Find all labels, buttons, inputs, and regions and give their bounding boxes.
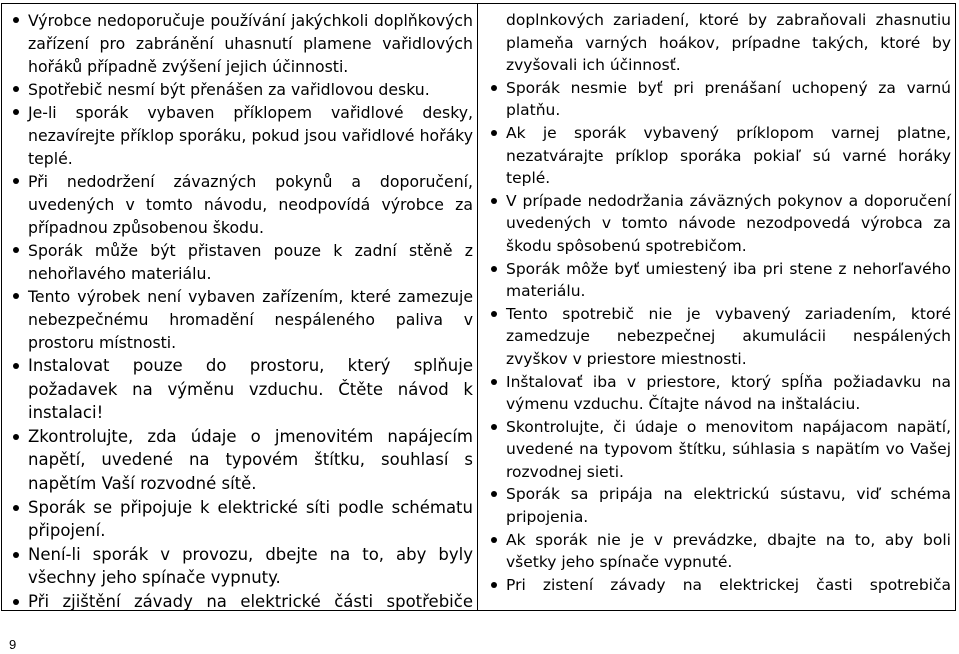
bullet-icon bbox=[491, 379, 497, 385]
item-text: Tento spotrebič nie je vybavený zariadením, ktoré zamedzuje nebezpečnej akumulácii nespálených zvyškov v priestore miestnosti. bbox=[506, 304, 951, 368]
czech-column bbox=[2, 4, 478, 610]
item-text: Tento výrobek není vybaven zařízením, které zamezuje nebezpečnému hromadění nespáleného paliva v prostoru místnosti. bbox=[28, 287, 473, 352]
bullet-icon bbox=[491, 537, 497, 543]
bullet-icon bbox=[13, 86, 19, 92]
list-item bbox=[486, 574, 951, 619]
bullet-icon bbox=[13, 109, 19, 115]
item-text: doplnkových zariadení, ktoré by zabraňovali zhasnutiu plameňa varných hoákov, prípadne takých, ktoré by zvyšovali ich účinnosť. bbox=[506, 11, 951, 75]
item-text: Sporák se připojuje k elektrické síti podle schématu připojení. bbox=[28, 497, 473, 541]
list-item bbox=[486, 77, 951, 122]
item-text: Zkontrolujte, zda údaje o jmenovitém napájecím napětí, uvedené na typovém štítku, souhlasí s napětím Vaší rozvodné sítě. bbox=[28, 426, 473, 493]
item-text: Je-li sporák vybaven příklopem vařidlové desky, nezavírejte příklop sporáku, pokud jsou vařidlové hořáky teplé. bbox=[28, 103, 473, 168]
bullet-icon bbox=[491, 130, 497, 136]
bullet-icon bbox=[13, 17, 19, 23]
list-item bbox=[8, 425, 473, 496]
bullet-icon bbox=[13, 552, 19, 558]
slovak-list bbox=[486, 9, 951, 619]
list-item bbox=[486, 190, 951, 258]
item-text: Ak je sporák vybavený príklopom varnej platne, nezatvárajte príklop sporáka pokiaľ sú varné horáky teplé. bbox=[506, 123, 951, 188]
bullet-icon bbox=[13, 247, 19, 253]
list-item bbox=[486, 529, 951, 574]
item-text: Výrobce nedoporučuje používání jakýchkoli doplňkových zařízení pro zabránění uhasnutí plamene vařidlových hořáků případně zvýšení jejich účinnosti. bbox=[28, 11, 473, 76]
list-item bbox=[8, 9, 473, 78]
item-text: Sporák může být přistaven pouze k zadní stěně z nehořlavého materiálu. bbox=[28, 241, 473, 283]
bullet-icon bbox=[491, 491, 497, 497]
page-number: 9 bbox=[9, 637, 17, 652]
list-item bbox=[486, 416, 951, 484]
list-item bbox=[486, 371, 951, 416]
list-item bbox=[8, 354, 473, 425]
list-item bbox=[486, 122, 951, 190]
bullet-icon bbox=[491, 198, 497, 204]
list-item bbox=[8, 170, 473, 239]
bullet-icon bbox=[491, 582, 497, 588]
list-item bbox=[8, 101, 473, 170]
bullet-icon bbox=[491, 85, 497, 91]
list-item bbox=[8, 239, 473, 285]
item-text: Inštalovať iba v priestore, ktorý spĺňa požiadavku na výmenu vzduchu. Čítajte návod na inštaláciu. bbox=[506, 372, 951, 414]
document-table bbox=[1, 3, 956, 611]
item-text: Sporák nesmie byť pri prenášaní uchopený za varnú platňu. bbox=[506, 78, 951, 120]
czech-list bbox=[8, 9, 473, 637]
item-text: Ak sporák nie je v prevádzke, dbajte na to, aby boli všetky jeho spínače vypnuté. bbox=[506, 530, 951, 572]
bullet-icon bbox=[13, 599, 19, 605]
list-item bbox=[8, 78, 473, 101]
list-item bbox=[8, 285, 473, 354]
list-item-continuation bbox=[486, 9, 951, 77]
list-item bbox=[486, 303, 951, 371]
item-text: Instalovat pouze do prostoru, který splňuje požadavek na výměnu vzduchu. Čtěte návod k instalaci! bbox=[28, 356, 473, 423]
bullet-icon bbox=[491, 311, 497, 317]
bullet-icon bbox=[13, 293, 19, 299]
bullet-icon bbox=[13, 505, 19, 511]
item-text: Sporák môže byť umiestený iba pri stene z nehorľavého materiálu. bbox=[506, 259, 951, 301]
item-text: Při nedodržení závazných pokynů a doporučení, uvedených v tomto návodu, neodpovídá výrobce za případnou způsobenou škodu. bbox=[28, 172, 473, 237]
slovak-column bbox=[478, 4, 955, 610]
list-item bbox=[486, 258, 951, 303]
list-item bbox=[8, 543, 473, 590]
item-text: V prípade nedodržania záväzných pokynov a doporučení uvedených v tomto návode nezodpovedá výrobca za škodu spôsobenú spotrebičom. bbox=[506, 191, 951, 255]
list-item bbox=[8, 496, 473, 543]
item-text: Skontrolujte, či údaje o menovitom napájacom napätí, uvedené na typovom štítku, súhlasia s napätím vo Vašej rozvodnej sieti. bbox=[506, 417, 951, 481]
bullet-icon bbox=[13, 434, 19, 440]
item-text: Sporák sa pripája na elektrickú sústavu, viď schéma pripojenia. bbox=[506, 485, 951, 527]
bullet-icon bbox=[491, 424, 497, 430]
item-text: Spotřebič nesmí být přenášen za vařidlovou desku. bbox=[28, 80, 430, 99]
bullet-icon bbox=[491, 266, 497, 272]
item-text: Při zjištění závady na elektrické části spotřebiče bbox=[28, 591, 473, 611]
list-item bbox=[486, 483, 951, 528]
bullet-icon bbox=[13, 363, 19, 369]
bullet-icon bbox=[13, 178, 19, 184]
item-text: Pri zistení závady na elektrickej časti spotrebiča bbox=[506, 575, 951, 594]
list-item bbox=[8, 590, 473, 637]
item-text: Není-li sporák v provozu, dbejte na to, aby byly všechny jeho spínače vypnuty. bbox=[28, 544, 473, 588]
